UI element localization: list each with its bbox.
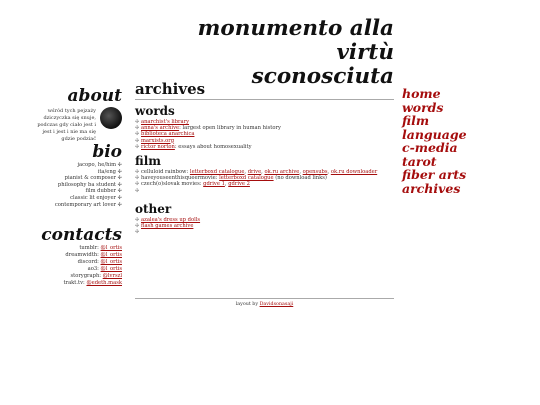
bullet-icon: ✢: [135, 119, 141, 125]
bullet-icon: ✢: [135, 181, 141, 188]
bio-list: [10, 162, 122, 208]
words-link[interactable]: marxists.org: [141, 137, 175, 144]
bullet-icon: ✢: [135, 187, 140, 194]
other-link[interactable]: flash games archive: [141, 223, 194, 230]
contact-link-trakt[interactable]: @edeth.mask: [86, 279, 122, 286]
film-link[interactable]: gdrive 1: [203, 181, 225, 188]
about-heading: about: [67, 86, 122, 106]
bio-item: classic lit enjoyer ✢: [70, 194, 122, 201]
contact-link-discord[interactable]: @l_ortis: [100, 258, 122, 265]
contact-item: tumblr: @l_ortis: [79, 245, 122, 252]
bio-item: film dubber ✢: [85, 188, 122, 195]
list-item: ✢ rictor norton: essays about homosexuality: [135, 143, 252, 150]
film-link[interactable]: opensubs: [302, 169, 328, 176]
nav-archives[interactable]: archives: [402, 180, 461, 196]
bio-heading: bio: [92, 142, 122, 162]
bio-item: ita/eng ✢: [97, 168, 122, 175]
about-section: [10, 107, 122, 141]
avatar: [100, 107, 122, 129]
other-heading: other: [135, 201, 172, 216]
list-item: [135, 229, 394, 235]
bullet-icon: ✢: [135, 143, 141, 150]
main-nav: [402, 87, 467, 195]
list-item: ✢ haveyouseenthisqueermovie: letterboxd catalogue (no download links): [135, 175, 327, 182]
bullet-icon: ✢: [135, 169, 141, 176]
title-divider: [135, 99, 394, 100]
site-title-line2: sconosciuta: [251, 64, 394, 89]
film-link[interactable]: ok.ru downloader: [330, 169, 378, 176]
bullet-icon: ✢: [135, 175, 141, 182]
film-link[interactable]: letterboxd catalogue: [219, 175, 274, 182]
words-link[interactable]: anarchist's library: [141, 119, 190, 125]
bio-item: pianist & composer ✢: [64, 175, 122, 182]
words-link[interactable]: rictor norton: [141, 143, 175, 150]
list-item: [135, 188, 394, 194]
page-title: archives: [135, 80, 206, 98]
list-item: ✢ anna's archive: largest open library in human history: [135, 125, 281, 132]
contact-link-dreamwidth[interactable]: @l_ortis: [100, 252, 122, 259]
about-line: dziczyczka się snuje,: [43, 115, 96, 121]
about-line: gdzie podziać: [61, 136, 96, 142]
about-line: podczas gdy ciało jest i: [37, 122, 96, 128]
words-heading: words: [135, 104, 175, 118]
site-title: [150, 17, 394, 89]
contact-item: storygraph: @lvrszl: [70, 272, 122, 279]
bio-item: contemporary art lover ✢: [54, 201, 122, 208]
about-line: jest i jest i nie ma się: [42, 129, 96, 135]
site-title-line1: monumento alla virtù: [197, 16, 394, 65]
list-item: ✢ czech(o)slovak movies: gdrive 1, gdrive 2: [135, 181, 250, 188]
about-text: [37, 108, 96, 143]
about-line: wśród tych pejzaży: [47, 108, 96, 114]
bullet-icon: ✢: [135, 137, 141, 144]
contact-link-ao3[interactable]: @l_ortis: [100, 265, 122, 272]
film-link[interactable]: letterboxd catalogue: [189, 169, 245, 176]
nav-film[interactable]: film: [402, 113, 430, 128]
contact-item: discord: @l_ortis: [77, 258, 122, 265]
nav-home[interactable]: home: [402, 86, 441, 101]
bullet-icon: ✢: [135, 223, 141, 230]
bio-item: jacopo, he/him ✢: [77, 162, 122, 168]
words-link[interactable]: anna's archive: [141, 125, 180, 132]
nav-c-media[interactable]: c-media: [402, 140, 458, 155]
bullet-icon: ✢: [135, 131, 141, 138]
bullet-icon: ✢: [135, 125, 141, 132]
list-item: ✢ celluloid rainbow: letterboxd catalogue, drive, ok.ru archive, opensubs, ok.ru downloader: [135, 169, 378, 176]
film-link[interactable]: ok.ru archive: [264, 169, 300, 176]
footer: layout by Davidsonasaji: [235, 302, 294, 307]
bullet-icon: ✢: [135, 229, 140, 236]
bullet-icon: ✢: [135, 216, 141, 223]
contacts-heading: contacts: [41, 225, 122, 246]
contact-item: ao3: @l_ortis: [87, 265, 122, 272]
nav-tarot[interactable]: tarot: [402, 153, 437, 169]
nav-words[interactable]: words: [402, 99, 444, 115]
contacts-list: [10, 245, 122, 286]
other-link[interactable]: azalea's dress up dolls: [141, 216, 201, 223]
footer-credit-link[interactable]: Davidsonasaji: [259, 302, 294, 307]
footer-divider: [135, 298, 394, 299]
words-link[interactable]: biblioteca anarchica: [141, 131, 195, 138]
film-link[interactable]: gdrive 2: [228, 181, 250, 188]
film-link[interactable]: drive: [247, 169, 262, 176]
nav-language[interactable]: language: [402, 126, 467, 142]
nav-fiber-arts[interactable]: fiber arts: [402, 167, 467, 182]
contact-item: trakt.tv: @edeth.mask: [63, 279, 122, 286]
contact-item: dreamwidth: @l_ortis: [65, 252, 122, 259]
main-content: [135, 80, 394, 235]
contact-link-tumblr[interactable]: @l_ortis: [100, 245, 122, 252]
film-heading: film: [135, 154, 161, 169]
bio-item: philosophy ba student ✢: [57, 181, 122, 188]
left-column: [10, 87, 122, 287]
contact-link-storygraph[interactable]: @lvrszl: [102, 272, 122, 279]
